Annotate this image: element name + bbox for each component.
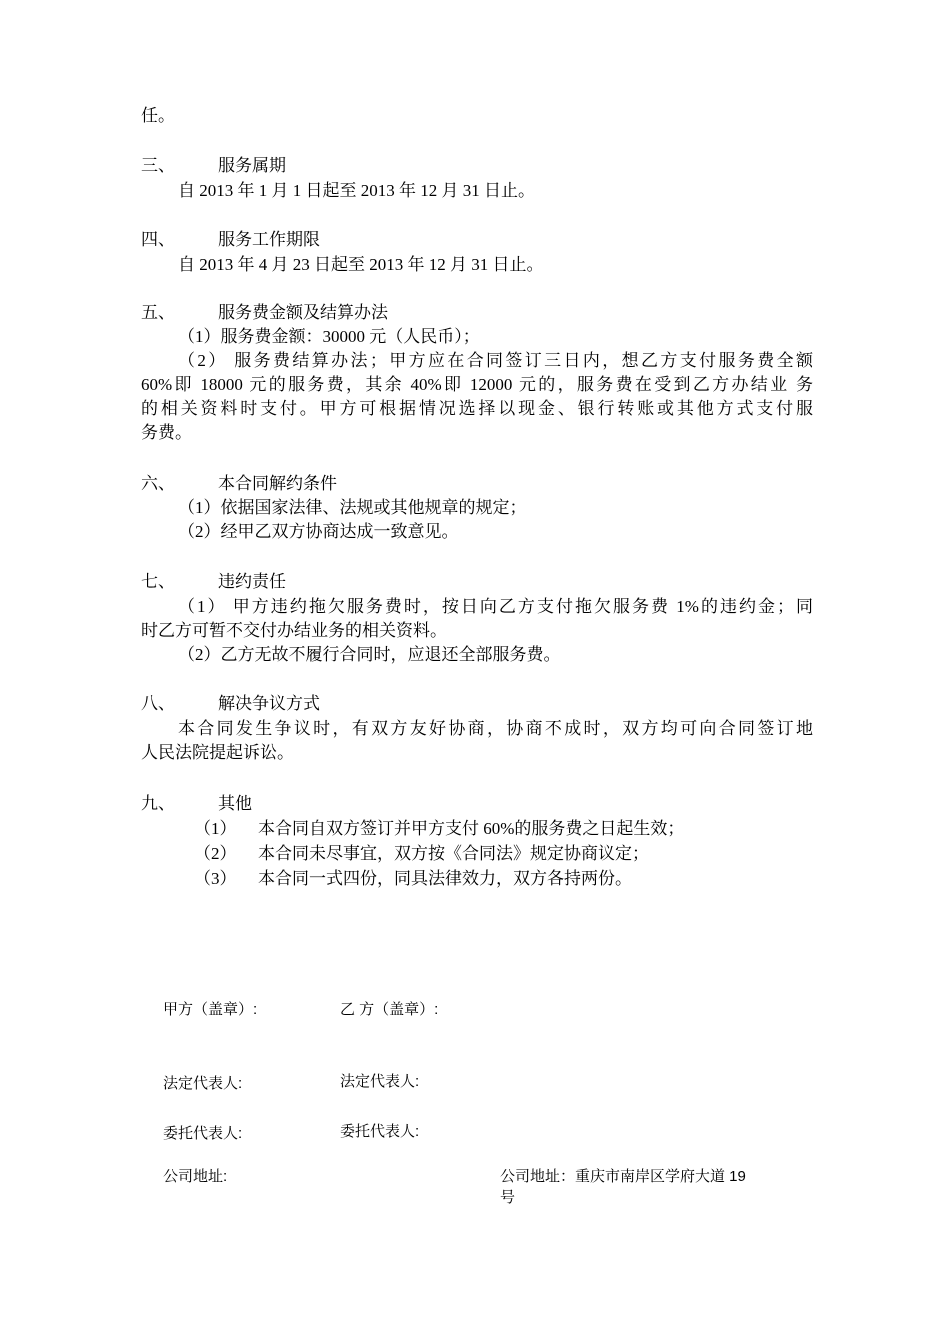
section-text: （1）服务费金额：30000 元（人民币）；	[178, 327, 480, 346]
section-number: 三、	[141, 156, 175, 175]
section-number: 四、	[141, 230, 175, 249]
continued-text: 任。	[141, 106, 175, 125]
party-a-agent-label: 委托代表人:	[163, 1125, 243, 1142]
party-b-legal-rep-label: 法定代表人:	[340, 1073, 420, 1090]
section-title: 解决争议方式	[218, 694, 320, 713]
party-a-address-label: 公司地址:	[163, 1168, 228, 1185]
section-text: 本合同发生争议时，有双方友好协商，协商不成时，双方均可向合同签订地	[178, 719, 813, 738]
section-title: 服务费金额及结算办法	[218, 303, 388, 322]
section-number: 九、	[141, 794, 175, 813]
section-text: 自 2013 年 4 月 23 日起至 2013 年 12 月 31 日止。	[178, 255, 544, 274]
section-text: 务费。	[141, 423, 192, 442]
section-text: 人民法院提起诉讼。	[141, 743, 294, 762]
item-text: 本合同未尽事宜，双方按《合同法》规定协商议定；	[258, 844, 649, 863]
party-a-legal-rep-label: 法定代表人:	[163, 1075, 243, 1092]
section-text: （2） 服务费结算办法；甲方应在合同签订三日内，想乙方支付服务费全额	[178, 351, 813, 370]
section-number: 七、	[141, 572, 175, 591]
section-text: 自 2013 年 1 月 1 日起至 2013 年 12 月 31 日止。	[178, 181, 535, 200]
section-text: 60%即 18000 元的服务费，其余 40%即 12000 元的，服务费在受到乙方办结业 务	[141, 375, 813, 394]
section-text: （2）经甲乙双方协商达成一致意见。	[178, 522, 459, 541]
section-text: （1） 甲方违约拖欠服务费时，按日向乙方支付拖欠服务费 1%的违约金；同	[178, 597, 813, 616]
party-b-address: 公司地址：重庆市南岸区学府大道 19	[500, 1168, 746, 1185]
party-b-address-continued: 号	[500, 1189, 516, 1206]
section-title: 违约责任	[218, 572, 286, 591]
item-number: （1）	[194, 819, 237, 838]
section-text: （2）乙方无故不履行合同时，应退还全部服务费。	[178, 645, 561, 664]
item-text: 本合同自双方签订并甲方支付 60%的服务费之日起生效；	[258, 819, 685, 838]
item-number: （3）	[194, 869, 237, 888]
section-text: （1）依据国家法律、法规或其他规章的规定；	[178, 498, 527, 517]
section-number: 六、	[141, 474, 175, 493]
section-title: 其他	[218, 794, 252, 813]
section-title: 服务属期	[218, 156, 286, 175]
section-text: 时乙方可暂不交付办结业务的相关资料。	[141, 621, 447, 640]
section-title: 服务工作期限	[218, 230, 320, 249]
section-text: 的相关资料时支付。甲方可根据情况选择以现金、银行转账或其他方式支付服	[141, 399, 813, 418]
section-title: 本合同解约条件	[218, 474, 337, 493]
section-number: 八、	[141, 694, 175, 713]
party-b-seal-label: 乙 方（盖章）:	[340, 1001, 439, 1018]
item-text: 本合同一式四份，同具法律效力，双方各持两份。	[258, 869, 632, 888]
party-a-seal-label: 甲方（盖章）:	[163, 1001, 258, 1018]
section-number: 五、	[141, 303, 175, 322]
item-number: （2）	[194, 844, 237, 863]
party-b-agent-label: 委托代表人:	[340, 1123, 420, 1140]
